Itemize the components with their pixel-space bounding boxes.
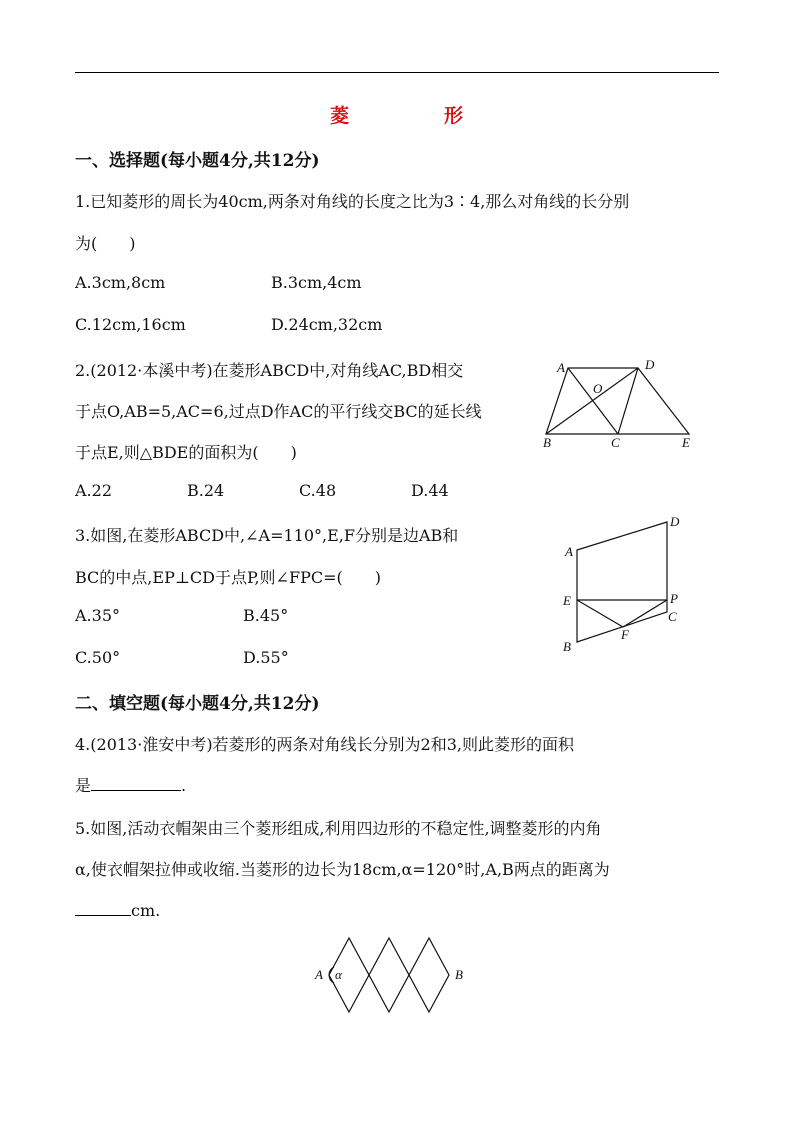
q3-label-f: F	[621, 627, 629, 642]
q5-figure-coat-rack	[305, 930, 485, 1020]
q3-label-d: D	[670, 514, 680, 529]
q3-line1: 3.如图,在菱形ABCD中,∠A=110°,E,F分别是边AB和	[75, 526, 459, 545]
q1-option-d: D.24cm,32cm	[271, 315, 383, 334]
q2-line3: 于点E,则△BDE的面积为( )	[75, 443, 297, 462]
q3-option-d: D.55°	[243, 648, 289, 667]
q1-line1: 1.已知菱形的周长为40cm,两条对角线的长度之比为3∶4,那么对角线的长分别	[75, 192, 630, 211]
section-fill-heading: 二、填空题(每小题4分,共12分)	[75, 694, 320, 714]
q3-segment-ef	[577, 600, 623, 627]
q4-line2-suffix: .	[181, 776, 187, 795]
q4-line1: 4.(2013·淮安中考)若菱形的两条对角线长分别为2和3,则此菱形的面积	[75, 735, 575, 754]
q1-option-c: C.12cm,16cm	[75, 315, 186, 334]
section-choice-heading: 一、选择题(每小题4分,共12分)	[75, 151, 320, 171]
q5-rhombus-2	[369, 938, 409, 1012]
q4-line2-prefix: 是	[75, 776, 92, 795]
q2-figure-rhombus	[535, 352, 705, 457]
q3-label-a: A	[565, 544, 573, 559]
q2-figure-trapezoid	[546, 368, 689, 434]
q5-line3	[75, 899, 160, 920]
q5-line2: α,使衣帽架拉伸或收缩.当菱形的边长为18cm,α=120°时,A,B两点的距离为	[75, 860, 610, 879]
q1-option-b: B.3cm,4cm	[271, 273, 362, 292]
q1-option-a: A.3cm,8cm	[75, 273, 166, 292]
q3-label-e: E	[563, 593, 571, 608]
q2-option-c: C.48	[299, 481, 337, 500]
q3-figure-abcd	[577, 522, 667, 642]
q2-line1: 2.(2012·本溪中考)在菱形ABCD中,对角线AC,BD相交	[75, 361, 464, 380]
q2-diagonal-bd	[546, 368, 638, 434]
q4-answer-blank[interactable]	[91, 774, 181, 791]
q4-line2	[75, 773, 186, 796]
q5-answer-blank[interactable]	[75, 899, 131, 916]
q3-label-b: B	[563, 639, 571, 654]
q5-line3-suffix: cm.	[131, 901, 161, 920]
q2-side-dc	[618, 368, 638, 434]
q5-rhombus-3	[409, 938, 449, 1012]
q2-option-a: A.22	[75, 481, 112, 500]
q3-segment-fp	[623, 600, 667, 627]
q3-label-c: C	[668, 609, 677, 624]
q3-option-a: A.35°	[75, 606, 120, 625]
page-title: 菱 形	[329, 105, 501, 127]
q5-label-b: B	[455, 967, 463, 982]
q1-line2: 为( )	[75, 234, 136, 253]
q5-line1: 5.如图,活动衣帽架由三个菱形组成,利用四边形的不稳定性,调整菱形的内角	[75, 819, 602, 838]
q2-option-d: D.44	[411, 481, 449, 500]
q5-label-a: A	[315, 967, 323, 982]
q2-line2: 于点O,AB=5,AC=6,过点D作AC的平行线交BC的延长线	[75, 402, 482, 421]
header-rule	[75, 72, 719, 73]
q2-label-c: C	[611, 435, 620, 450]
q2-label-d: D	[645, 357, 655, 372]
q2-label-e: E	[682, 435, 690, 450]
q2-label-b: B	[543, 435, 551, 450]
q3-figure-rhombus	[555, 510, 695, 660]
q2-option-b: B.24	[187, 481, 225, 500]
q5-angle-arc	[329, 967, 334, 983]
q2-label-a: A	[557, 360, 565, 375]
q3-option-b: B.45°	[243, 606, 289, 625]
q3-option-c: C.50°	[75, 648, 121, 667]
q5-label-alpha: α	[335, 967, 342, 982]
q2-label-o: O	[593, 381, 603, 396]
q3-label-p: P	[670, 591, 678, 606]
q3-line2: BC的中点,EP⊥CD于点P,则∠FPC=( )	[75, 568, 381, 587]
